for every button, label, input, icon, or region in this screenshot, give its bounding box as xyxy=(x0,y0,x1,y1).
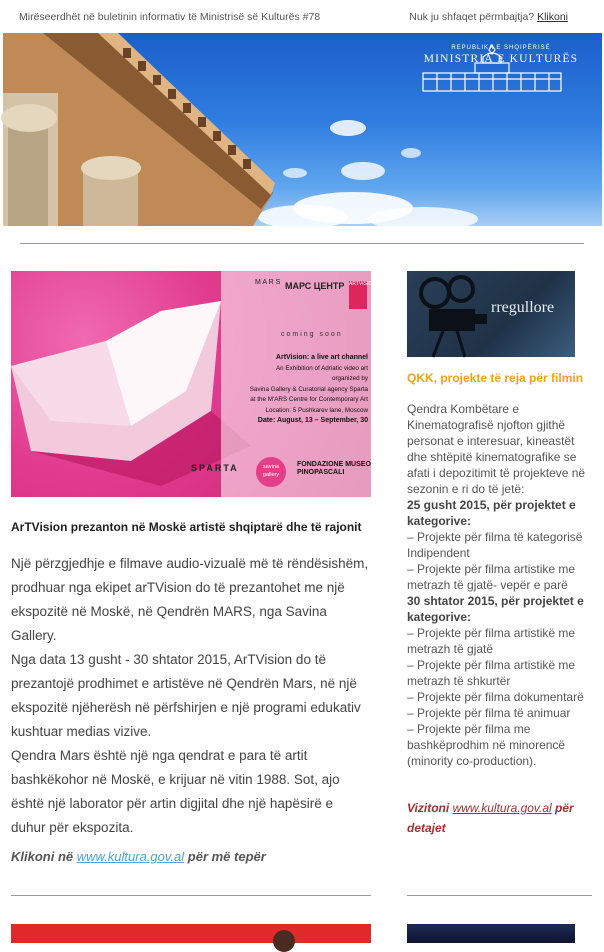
divider xyxy=(20,243,584,244)
deadline-2: 30 shtator 2015, për projektet e kategorive: xyxy=(407,594,584,624)
visit-suffix: për detajet xyxy=(407,801,574,835)
film-projector-image[interactable] xyxy=(407,271,575,357)
ministry-title: MINISTRIA E KULTURËS xyxy=(423,53,579,65)
ministry-logo xyxy=(417,43,585,65)
poster-line: An Exhibition of Adriatic video art xyxy=(275,364,368,372)
article-paragraph: Një përzgjedhje e filmave audio-vizualë më të rëndësishëm, prodhuar nga ekipet arTVision do të prezantohet me një ekspozitë në Moskë, në Qendrën MARS, nga Savina Gallery. xyxy=(11,556,369,643)
read-more-prefix: Klikoni në xyxy=(11,849,77,864)
mars-letters: M A R S xyxy=(255,279,281,286)
savina-gallery-logo: savina gallery xyxy=(256,457,286,487)
coming-soon-label: coming soon xyxy=(281,331,343,338)
poster-line: organized by xyxy=(331,375,368,382)
list-item: – Projekte për filma artistikë me metrazh të shkurtër xyxy=(407,658,576,688)
top-bar xyxy=(0,0,604,33)
article-paragraph: Nga data 13 gusht - 30 shtator 2015, ArTVision do të prezantojë prodhimet e artistëve në Qendrën Mars, në një ekspozitë njëherësh në përfshirjen e një programi edukativ kushtuar medias vizive. xyxy=(11,652,361,739)
read-more-line xyxy=(11,849,266,864)
sidebar-body xyxy=(407,401,595,769)
list-item: – Projekte për filma artistikë me metrazh të gjatë xyxy=(407,626,576,656)
fondazione-logo: FONDAZIONE MUSEO PINOPASCALI xyxy=(297,461,371,476)
next-article-figure xyxy=(273,930,295,952)
visit-line xyxy=(407,798,597,838)
list-item: – Projekte për filma të animuar xyxy=(407,706,571,720)
poster-line: at the M'ARS Centre for Contemporary Art xyxy=(250,396,368,403)
view-online-link[interactable]: Klikoni xyxy=(537,11,568,23)
rregullore-text: rregullore xyxy=(491,299,555,316)
sidebar-intro: Qendra Kombëtare e Kinematografisë njofton gjithë personat e interesuar, kineastët dhe shtëpitë kinematografike se afati i depozitimit të projekteve në sezonin e ri do të jetë: xyxy=(407,402,586,496)
ministry-building-icon xyxy=(417,43,567,95)
article-headline: ArTVision prezanton në Moskë artistë shqiptarë dhe të rajonit xyxy=(11,520,362,534)
divider xyxy=(11,895,371,896)
poster-line: Location: 5 Pushkarev lane, Moscow xyxy=(265,406,368,414)
greeting-text: Mirëseerdhët në buletinin informativ të Ministrisë së Kulturës #78 xyxy=(19,11,321,23)
next-article-image[interactable] xyxy=(11,924,371,943)
divider xyxy=(407,895,592,896)
not-showing-text: Nuk ju shfaqet përmbajtja? xyxy=(409,11,535,23)
article-paragraph: Qendra Mars është një nga qendrat e para të artit bashkëkohor në Moskë, e krijuar në vitin 1988. Sot, ajo është një laborator për artin digjital dhe një hapësirë e duhur për ekspozita. xyxy=(11,748,340,835)
list-item: – Projekte për filma artistike me metrazh të gjatë- vepër e parë xyxy=(407,562,576,592)
artvision-badge: ARTVISION xyxy=(349,281,367,309)
header-banner xyxy=(3,33,602,226)
next-sidebar-image[interactable] xyxy=(407,924,575,943)
poster-line: Date: August, 13 – September, 30 xyxy=(257,417,368,424)
visit-prefix: Vizitoni xyxy=(407,801,453,815)
list-item: – Projekte për filma të kategorisë Indipendent xyxy=(407,530,583,560)
deadline-1: 25 gusht 2015, për projektet e kategorive: xyxy=(407,498,576,528)
sidebar-title[interactable]: QKK, projekte të reja për filmin xyxy=(407,371,584,385)
article-body xyxy=(11,552,371,840)
artvision-poster[interactable] xyxy=(11,271,376,497)
kultura-link[interactable]: www.kultura.gov.al xyxy=(76,849,185,864)
poster-details xyxy=(240,353,368,427)
read-more-suffix: për më tepër xyxy=(184,849,266,864)
mars-centre-name: МАРС ЦЕНТР xyxy=(285,281,345,291)
sparta-logo: SPARTA xyxy=(191,463,239,473)
poster-line: ArtVision: a live art channel xyxy=(275,354,368,361)
list-item: – Projekte për filma dokumentarë xyxy=(407,690,584,704)
republic-label: REPUBLIKA E SHQIPËRISË xyxy=(451,45,551,51)
poster-line: Savina Gallery & Curatorial agency Sparta xyxy=(249,385,368,393)
list-item: – Projekte për filma me bashkëprodhim në minorencë (minority co-production). xyxy=(407,722,566,768)
view-online-notice xyxy=(409,11,568,23)
visit-kultura-link[interactable]: www.kultura.gov.al xyxy=(452,801,552,815)
